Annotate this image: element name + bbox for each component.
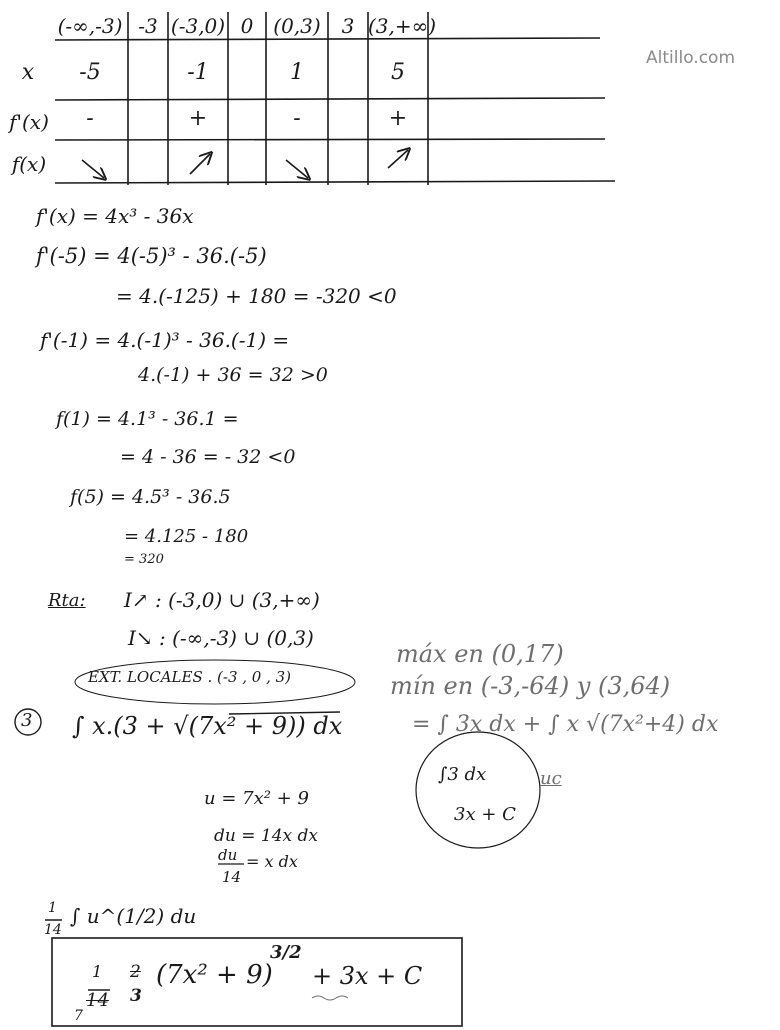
header-point-3: 3 — [341, 14, 355, 38]
row-label-x: x — [21, 60, 35, 85]
x-value-4: 5 — [391, 60, 405, 85]
answer-mid-numerator: 2 — [130, 962, 141, 982]
substitution-coef-numerator: 1 — [48, 900, 57, 916]
answer-tail: + 3x + C — [312, 962, 423, 990]
fprime-sign-4: + — [388, 106, 408, 131]
answer-coef-numerator: 1 — [92, 962, 103, 981]
integral-split: = ∫ 3x dx + ∫ x √(7x²+4) dx — [412, 712, 719, 737]
x-value-3: 1 — [290, 60, 304, 85]
item-number: 3 — [21, 710, 33, 731]
increasing-intervals: I↗ : (-3,0) ∪ (3,+∞) — [124, 588, 320, 612]
watermark: Altillo.com — [646, 48, 736, 68]
substitution-expression: ∫ u^(1/2) du — [70, 904, 197, 928]
answer-mid-denominator: 3 — [130, 986, 142, 1006]
header-point-2: 0 — [240, 14, 254, 38]
min-note: mín en (-3,-64) y (3,64) — [390, 672, 671, 700]
header-interval-1: (-∞,-3) — [57, 14, 123, 38]
work-line-4: f'(-1) = 4.(-1)³ - 36.(-1) = — [40, 328, 290, 352]
header-interval-2: (-3,0) — [170, 14, 226, 38]
du-fraction-denominator: 14 — [222, 868, 242, 886]
answer-body: (7x² + 9) — [156, 960, 273, 990]
header-point-1: -3 — [138, 14, 158, 38]
work-line-9: = 4.125 - 180 — [124, 526, 249, 547]
work-line-5: 4.(-1) + 36 = 32 >0 — [138, 364, 328, 386]
work-line-6: f(1) = 4.1³ - 36.1 = — [56, 408, 239, 430]
answer-coef-denominator: 14 — [86, 990, 109, 1011]
row-label-fprime: f'(x) — [9, 110, 49, 134]
local-extrema: EXT. LOCALES . (-3 , 0 , 3) — [88, 668, 292, 686]
du-fraction-numerator: du — [218, 846, 238, 864]
fprime-sign-1: - — [86, 106, 94, 131]
max-note: máx en (0,17) — [396, 640, 564, 668]
answer-exponent: 3/2 — [270, 942, 302, 963]
work-line-8: f(5) = 4.5³ - 36.5 — [70, 486, 231, 508]
header-interval-4: (3,+∞) — [368, 14, 437, 38]
decreasing-intervals: I↘ : (-∞,-3) ∪ (0,3) — [128, 626, 314, 650]
circle-note: uc — [540, 768, 562, 789]
circle-line-2: 3x + C — [454, 804, 516, 825]
header-interval-3: (0,3) — [273, 14, 321, 38]
answer-label: Rta: — [48, 590, 86, 611]
work-line-7: = 4 - 36 = - 32 <0 — [120, 446, 296, 468]
work-line-2: f'(-5) = 4(-5)³ - 36.(-5) — [36, 244, 267, 268]
circle-annotation — [416, 732, 540, 848]
circle-line-1: ∫3 dx — [438, 764, 487, 785]
du-definition: du = 14x dx — [214, 826, 318, 846]
fprime-sign-2: + — [188, 106, 208, 131]
substitution-coef-denominator: 14 — [44, 922, 62, 938]
work-line-10: = 320 — [124, 552, 164, 567]
u-definition: u = 7x² + 9 — [204, 788, 309, 809]
x-value-1: -5 — [79, 60, 101, 85]
du-fraction-rhs: = x dx — [246, 852, 298, 871]
work-line-1: f'(x) = 4x³ - 36x — [36, 204, 194, 228]
fprime-sign-3: - — [293, 106, 301, 131]
answer-coef-small: 7 — [74, 1008, 83, 1024]
row-label-f: f(x) — [11, 152, 47, 176]
x-value-2: -1 — [187, 60, 209, 85]
integral-expression: ∫ x.(3 + √(7x² + 9)) dx — [72, 712, 343, 740]
work-line-3: = 4.(-125) + 180 = -320 <0 — [116, 284, 397, 308]
